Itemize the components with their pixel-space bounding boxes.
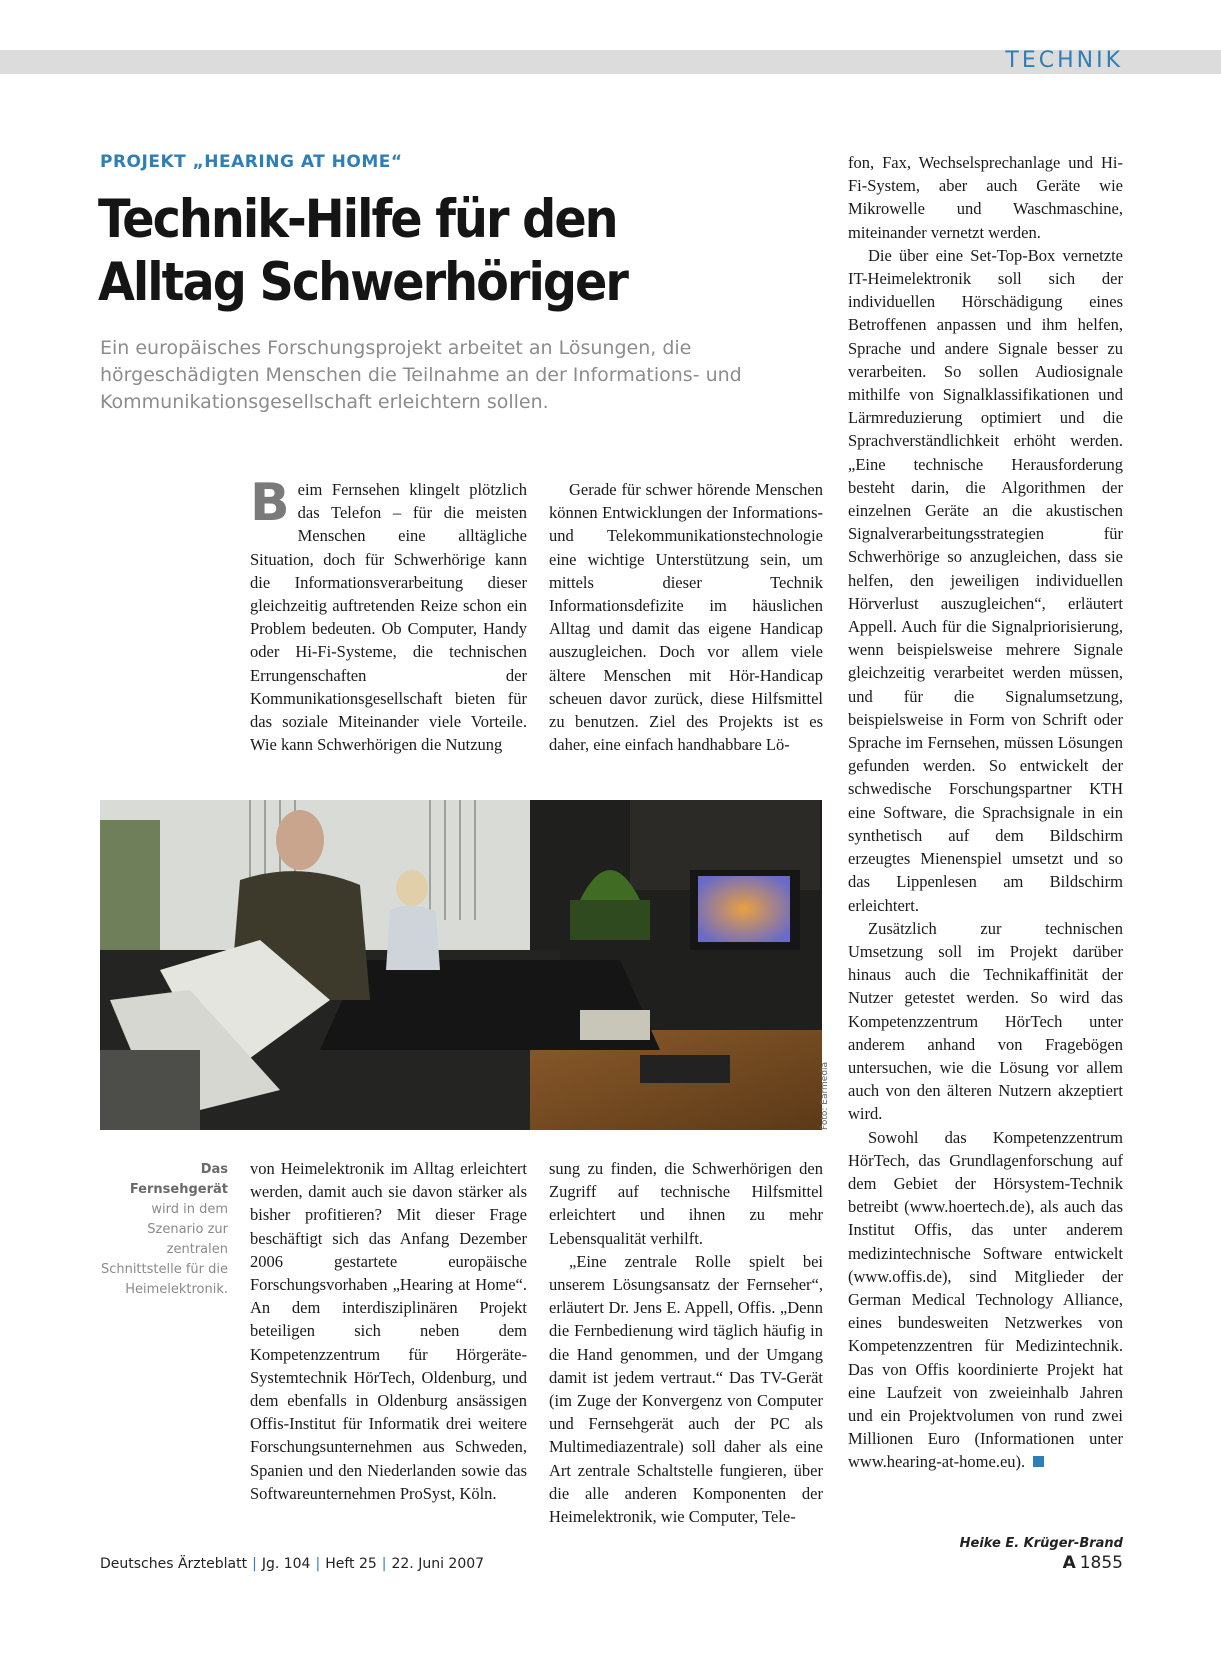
publication-name: Deutsches Ärzteblatt bbox=[100, 1556, 248, 1572]
paragraph: sung zu finden, die Schwerhörigen den Zugriff auf technische Hilfsmittel erleichtert und ihnen zu mehr Lebensqualität verhilft. bbox=[549, 1159, 823, 1248]
paragraph: Die über eine Set-Top-Box vernetzte IT-Heimelektronik soll sich der individuellen Hörschädigung eines Betroffenen anpassen und ihm helfen, Sprache und andere Signale besser zu verarbeiten. So sollen Audiosignale mithilfe von Signalklassifikationen und Lärmreduzierung optimiert und die Sprachverständlichkeit erhöht werden. „Eine technische Herausforderung besteht darin, die Algorithmen der einzelnen Geräte an die akustischen Signalverarbeitungsstrategien für Schwerhörige so anzugleichen, dass sie helfen, den jeweiligen individuellen Hörverlust auszugleichen“, erläutert Appell. Auch für die Signalpriorisierung, wenn beispielsweise mehrere Signale gleichzeitig verarbeitet werden müssen, und für die Signalumsetzung, beispielsweise in Form von Schrift oder Sprache im Fernsehen, müssen Lösungen gefunden werden. So entwickelt der schwedische Forschungspartner KTH eine Software, die Sprachsignale in ein synthetisch auf dem Bildschirm erzeugtes Mienenspiel umsetzt und so das Lippenlesen am Bildschirm erleichtert. bbox=[848, 245, 1123, 915]
footer bbox=[100, 1556, 484, 1572]
issue-date: 22. Juni 2007 bbox=[391, 1556, 485, 1572]
caption-title: Das Fernsehgerät bbox=[129, 1162, 228, 1197]
paragraph: eim Fernsehen klingelt plötzlich das Telefon – für die meisten Menschen eine alltägliche Situation, doch für Schwerhörige kann die Informationsverarbeitung dieser gleichzeitig auftretenden Reize schon ein Problem bedeuten. Ob Computer, Handy oder Hi-Fi-Systeme, die technischen Errungenschaften der Kommunikationsgesellschaft bieten für das soziale Miteinander viele Vorteile. Wie kann Schwerhörigen die Nutzung bbox=[250, 480, 527, 755]
paragraph: „Eine zentrale Rolle spielt bei unserem Lösungsansatz der Fernseher“, erläutert Dr. Jens E. Appell, Offis. „Denn die Fernbedienung wird täglich häufig in die Hand genommen, und der Umgang damit ist jedem vertraut.“ Das TV-Gerät (im Zuge der Konvergenz von Computer und Fernsehgerät auch der PC als Multimediazentrale) soll daher als eine Art zentrale Schaltstelle fungieren, über die alle anderen Komponenten der Heimelektronik, wie Computer, Tele- bbox=[549, 1251, 823, 1527]
section-label: TECHNIK bbox=[1005, 48, 1123, 73]
article-deck: Ein europäisches Forschungsprojekt arbeitet an Lösungen, die hörgeschädigten Menschen die Teilnahme an der Informations- und Kommunikationsgesellschaft erleichtern sollen. bbox=[100, 337, 742, 413]
page-number bbox=[1063, 1553, 1123, 1573]
column-2-bottom bbox=[549, 1157, 823, 1528]
separator: | bbox=[252, 1556, 257, 1572]
author-byline: Heike E. Krüger-Brand bbox=[959, 1536, 1123, 1551]
paragraph: Zusätzlich zur technischen Umsetzung soll im Projekt darüber hinaus auch die Technikaffinität der Nutzer getestet werden. So wird das Kompetenzzentrum HörTech unter anderem anhand von Fragebögen untersuchen, wie die Lösung vor allem auch von den älteren Nutzern akzeptiert wird. bbox=[848, 918, 1123, 1124]
living-room-photo bbox=[100, 800, 822, 1130]
drop-cap: B bbox=[250, 473, 290, 533]
caption-text: wird in dem Szenario zur zentralen Schnittstelle für die Heimelektronik. bbox=[100, 1202, 228, 1297]
article-headline: Technik-Hilfe für den Alltag Schwerhöriger bbox=[98, 189, 627, 314]
photo-credit: Foto: Earmedia bbox=[820, 1061, 830, 1130]
article-kicker: PROJEKT „HEARING AT HOME“ bbox=[100, 152, 403, 172]
end-of-article-mark bbox=[1033, 1456, 1044, 1467]
column-1-bottom bbox=[250, 1157, 527, 1505]
volume: Jg. 104 bbox=[261, 1556, 311, 1572]
paragraph: von Heimelektronik im Alltag erleichtert werden, damit auch sie davon stärker als bisher profitieren? Mit dieser Frage beschäftigt sich das Anfang Dezember 2006 gestartete europäische Forschungsvorhaben „Hearing at Home“. An dem interdisziplinären Projekt beteiligen sich neben dem Kompetenzzentrum für Hörgeräte-Systemtechnik HörTech, Oldenburg, und dem ebenfalls in Oldenburg ansässigen Offis-Institut für Informatik drei weitere Forschungsunternehmen aus Schweden, Spanien und den Niederlanden sowie das Softwareunternehmen ProSyst, Köln. bbox=[250, 1159, 527, 1503]
photo-caption bbox=[100, 1160, 228, 1300]
issue: Heft 25 bbox=[325, 1556, 377, 1572]
separator: | bbox=[315, 1556, 321, 1572]
column-3 bbox=[848, 151, 1123, 1474]
page-number-value: 1855 bbox=[1079, 1553, 1123, 1573]
paragraph-text: Sowohl das Kompetenzzentrum HörTech, das Grundlagenforschung auf dem Gebiet der Hörsystem-Technik betreibt (www.hoertech.de), als auch das Institut Offis, das unter anderem medizintechnische Software entwickelt (www.offis.de), sind Mitglieder der German Medical Technology Alliance, eines bundesweiten Netzwerkes von Kompetenzzentren für Medizintechnik. Das von Offis koordinierte Projekt hat eine Laufzeit von zweieinhalb Jahren und ein Projektvolumen von rund zwei Millionen Euro (Informationen unter www.hearing-at-home.eu). bbox=[848, 1127, 1123, 1472]
separator: | bbox=[381, 1556, 387, 1572]
paragraph: Gerade für schwer hörende Menschen können Entwicklungen der Informations- und Telekommunikationstechnologie eine wichtige Unterstützung sein, um mittels dieser Technik Informationsdefizite im häuslichen Alltag und damit das eigene Handicap auszugleichen. Doch vor allem viele ältere Menschen mit Hör-Handicap scheuen davor zurück, diese Hilfsmittel zu benutzen. Ziel des Projekts ist es daher, eine einfach handhabbare Lö- bbox=[549, 480, 823, 755]
column-1-top bbox=[250, 473, 527, 756]
paragraph bbox=[848, 1126, 1123, 1474]
column-2-top bbox=[549, 478, 823, 756]
page-prefix: A bbox=[1062, 1553, 1076, 1573]
paragraph: fon, Fax, Wechselsprechanlage und Hi-Fi-System, aber auch Geräte wie Mikrowelle und Waschmaschine, miteinander vernetzt werden. bbox=[848, 153, 1123, 242]
article-photo bbox=[100, 800, 822, 1130]
